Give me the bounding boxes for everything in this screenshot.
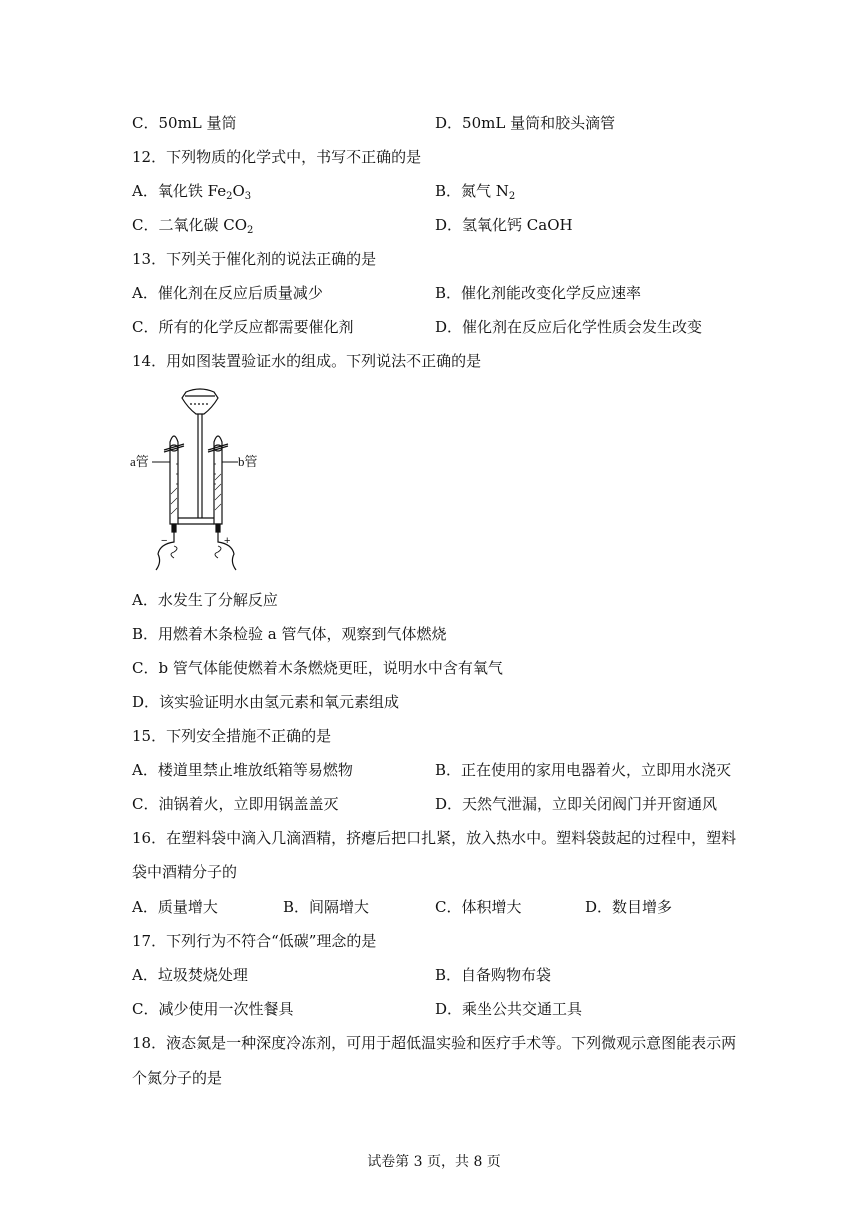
q18-stem-line1: 18．液态氮是一种深度冷冻剂，可用于超低温实验和医疗手术等。下列微观示意图能表示两	[132, 1034, 737, 1052]
label-negative: −	[161, 535, 168, 547]
q14-option-c: C．b 管气体能使燃着木条燃烧更旺，说明水中含有氧气	[132, 659, 503, 677]
central-tube	[198, 414, 202, 518]
q12-b-sub: 2	[508, 191, 516, 202]
q12-a-sub2: 3	[244, 191, 252, 202]
q11-option-d: D．50mL 量筒和胶头滴管	[435, 114, 616, 132]
q17-option-b: B．自备购物布袋	[435, 966, 552, 984]
q12-stem: 12．下列物质的化学式中，书写不正确的是	[132, 148, 422, 166]
q17-option-c: C．减少使用一次性餐具	[132, 1000, 294, 1018]
electrode-a	[172, 524, 176, 532]
q12-option-a	[132, 181, 251, 207]
q15-option-c: C．油锅着火，立即用锅盖盖灭	[132, 795, 339, 813]
q11-option-c: C．50mL 量筒	[132, 114, 237, 132]
q14-option-a: A．水发生了分解反应	[132, 591, 278, 609]
q16-option-a: A．质量增大	[132, 898, 218, 916]
q14-stem: 14．用如图装置验证水的组成。下列说法不正确的是	[132, 352, 482, 370]
q17-option-d: D．乘坐公共交通工具	[435, 1000, 583, 1018]
q12-c-text: C．二氧化碳 CO	[132, 216, 248, 234]
q12-option-d: D．氢氧化钙 CaOH	[435, 216, 573, 234]
q15-stem: 15．下列安全措施不正确的是	[132, 727, 332, 745]
q16-stem-line2: 袋中酒精分子的	[132, 863, 238, 881]
q15-option-a: A．楼道里禁止堆放纸箱等易燃物	[132, 761, 353, 779]
electrolysis-apparatus-diagram	[128, 384, 258, 576]
q13-option-b: B．催化剂能改变化学反应速率	[435, 284, 642, 302]
q14-option-b: B．用燃着木条检验 a 管气体，观察到气体燃烧	[132, 625, 447, 643]
q12-option-c	[132, 215, 253, 241]
label-positive: +	[224, 535, 231, 547]
q12-option-b	[435, 181, 515, 207]
page-footer: 试卷第 3 页，共 8 页	[367, 1154, 501, 1170]
q16-option-d: D．数目增多	[585, 898, 673, 916]
q16-option-b: B．间隔增大	[283, 898, 370, 916]
q17-stem: 17．下列行为不符合“低碳”理念的是	[132, 932, 377, 950]
q13-stem: 13．下列关于催化剂的说法正确的是	[132, 250, 377, 268]
label-b-tube: b管	[238, 454, 258, 469]
q13-option-c: C．所有的化学反应都需要催化剂	[132, 318, 354, 336]
q15-option-d: D．天然气泄漏，立即关闭阀门并开窗通风	[435, 795, 718, 813]
q13-option-d: D．催化剂在反应后化学性质会发生改变	[435, 318, 703, 336]
q12-b-text: B．氮气 N	[435, 182, 509, 200]
connector	[178, 518, 214, 524]
q15-option-b: B．正在使用的家用电器着火，立即用水浇灭	[435, 761, 732, 779]
q12-c-sub: 2	[247, 225, 254, 236]
q12-a-mid: O	[232, 182, 245, 200]
reservoir-funnel	[182, 389, 218, 414]
q13-option-a: A．催化剂在反应后质量减少	[132, 284, 323, 302]
electrode-b	[216, 524, 220, 532]
q12-a-sub1: 2	[226, 191, 233, 202]
q16-stem-line1: 16．在塑料袋中滴入几滴酒精，挤瘪后把口扎紧，放入热水中。塑料袋鼓起的过程中，塑料	[132, 829, 737, 847]
q18-stem-line2: 个氮分子的是	[132, 1069, 223, 1087]
q12-a-text: A．氧化铁 Fe	[132, 182, 227, 200]
q14-option-d: D．该实验证明水由氢元素和氧元素组成	[132, 693, 400, 711]
q16-option-c: C．体积增大	[435, 898, 522, 916]
q17-option-a: A．垃圾焚烧处理	[132, 966, 248, 984]
label-a-tube: a管	[130, 454, 149, 469]
